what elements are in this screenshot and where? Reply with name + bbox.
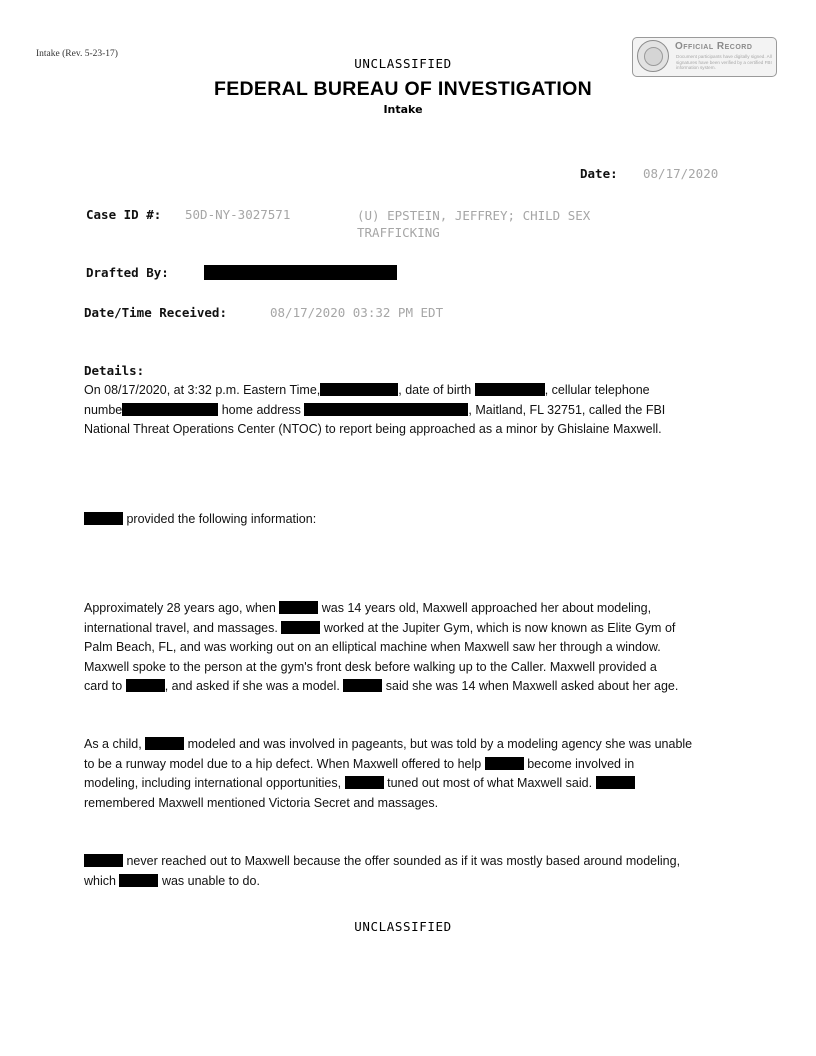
- details-paragraph: [84, 852, 734, 891]
- text-run: was unable to do.: [161, 873, 260, 888]
- text-line: [84, 510, 734, 530]
- redaction-block: [145, 737, 184, 750]
- redaction-block: [119, 874, 158, 887]
- redaction-block: [475, 383, 545, 396]
- text-line: [84, 774, 734, 794]
- text-run: On 08/17/2020, at 3:32 p.m. Eastern Time,: [84, 383, 321, 397]
- text-line: Maxwell spoke to the person at the gym's front desk before walking up to the Caller. Maxwell provided a: [84, 659, 657, 674]
- stamp-note: Document participants have digitally signed. All signatures have been verified by a certified FBI information system.: [676, 54, 772, 71]
- text-line: [84, 401, 734, 421]
- text-run: home address: [218, 402, 301, 417]
- text-line: [84, 599, 734, 619]
- redaction-block: [320, 383, 398, 396]
- text-run: become involved in: [527, 756, 635, 771]
- text-line: [84, 381, 734, 401]
- text-run: , date of birth: [398, 383, 472, 397]
- redaction-block: [304, 403, 468, 416]
- text-run: As a child,: [84, 737, 142, 751]
- text-line: National Threat Operations Center (NTOC) to report being approached as a minor by Ghislaine Maxwell.: [84, 422, 662, 436]
- redaction-block: [204, 265, 397, 280]
- case-caption-line: TRAFFICKING: [357, 225, 440, 240]
- redaction-block: [84, 512, 123, 525]
- text-line: [84, 852, 734, 872]
- details-paragraph: [84, 735, 734, 813]
- text-run: was 14 years old, Maxwell approached her about modeling,: [321, 601, 652, 615]
- text-run: card to: [84, 679, 123, 693]
- details-paragraph: [84, 599, 734, 697]
- text-line: remembered Maxwell mentioned Victoria Secret and massages.: [84, 795, 439, 810]
- case-id-label: Case ID #:: [86, 207, 162, 222]
- case-id-value: 50D-NY-3027571: [185, 207, 291, 222]
- classification-marking-bottom: UNCLASSIFIED: [354, 919, 452, 934]
- classification-marking-top: UNCLASSIFIED: [354, 56, 452, 71]
- text-run: Approximately 28 years ago, when: [84, 601, 276, 615]
- redaction-block: [279, 601, 318, 614]
- text-run: modeling, including international opportunities,: [84, 776, 342, 790]
- text-run: said she was 14 when Maxwell asked about her age.: [385, 679, 679, 693]
- drafted-by-label: Drafted By:: [86, 265, 169, 280]
- date-label: Date:: [580, 166, 618, 181]
- fbi-seal-icon: [637, 40, 669, 72]
- text-run: tuned out most of what Maxwell said.: [387, 776, 593, 790]
- text-run: , and asked if she was a model.: [164, 679, 340, 693]
- text-run: never reached out to Maxwell because the offer sounded as if it was mostly based around modeling,: [123, 854, 681, 868]
- received-label: Date/Time Received:: [84, 305, 227, 320]
- text-run: worked at the Jupiter Gym, which is now known as Elite Gym of: [323, 620, 676, 635]
- case-caption: [357, 207, 657, 241]
- text-run: modeled and was involved in pageants, but was told by a modeling agency she was unable: [187, 737, 693, 751]
- text-line: [84, 755, 734, 775]
- redaction-block: [596, 776, 635, 789]
- official-record-stamp: [632, 37, 777, 77]
- stamp-title: Official Record: [675, 41, 753, 52]
- text-line: [84, 735, 734, 755]
- text-run: provided the following information:: [123, 512, 317, 526]
- redaction-block: [281, 621, 320, 634]
- agency-title: FEDERAL BUREAU OF INVESTIGATION: [213, 78, 592, 100]
- form-name: Intake: [383, 103, 423, 116]
- text-line: [84, 677, 734, 697]
- text-run: , cellular telephone: [544, 383, 650, 397]
- text-run: numbe: [84, 402, 123, 417]
- redaction-block: [122, 403, 218, 416]
- text-run: international travel, and massages.: [84, 620, 278, 635]
- details-paragraph: [84, 510, 734, 530]
- text-line: [84, 872, 734, 892]
- redaction-block: [126, 679, 165, 692]
- text-run: which: [84, 873, 116, 888]
- case-caption-line: (U) EPSTEIN, JEFFREY; CHILD SEX: [357, 208, 591, 223]
- redaction-block: [485, 757, 524, 770]
- redaction-block: [343, 679, 382, 692]
- details-label: Details:: [84, 363, 145, 378]
- details-paragraph: [84, 381, 734, 440]
- text-line: Palm Beach, FL, and was working out on an elliptical machine when Maxwell saw her through a window.: [84, 640, 661, 654]
- text-run: , Maitland, FL 32751, called the FBI: [468, 402, 666, 417]
- text-run: to be a runway model due to a hip defect. When Maxwell offered to help: [84, 756, 482, 771]
- redaction-block: [345, 776, 384, 789]
- form-revision-code: Intake (Rev. 5-23-17): [36, 49, 118, 59]
- date-value: 08/17/2020: [643, 166, 719, 181]
- redaction-block: [84, 854, 123, 867]
- received-value: 08/17/2020 03:32 PM EDT: [270, 305, 444, 320]
- text-line: [84, 619, 734, 639]
